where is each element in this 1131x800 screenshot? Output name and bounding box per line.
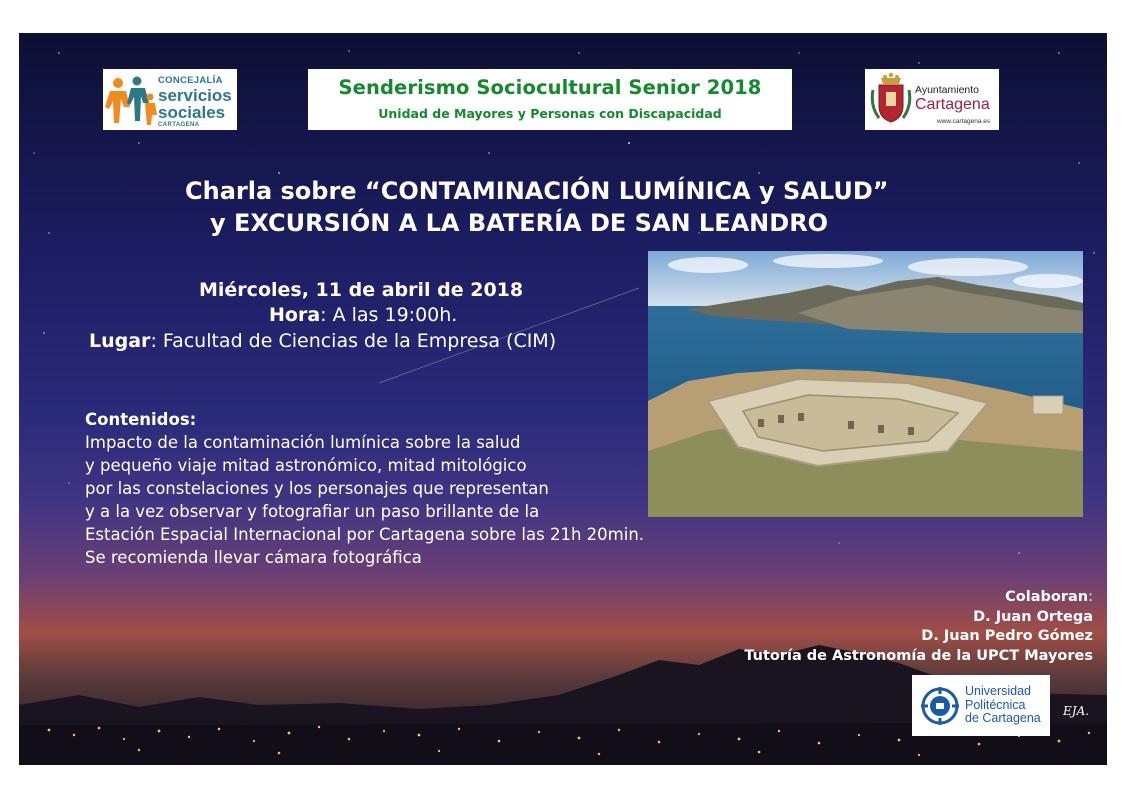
people-figures-icon	[105, 69, 157, 130]
main-heading-line1: Charla sobre “CONTAMINACIÓN LUMÍNICA y SALUD”	[185, 177, 889, 205]
ayuntamiento-cartagena-logo	[865, 69, 999, 130]
upct-logo	[912, 675, 1050, 736]
poster	[19, 33, 1107, 765]
contents-line: y a la vez observar y fotografiar un paso brillante de la	[85, 502, 540, 521]
page-subtitle: Unidad de Mayores y Personas con Discapacidad	[378, 106, 722, 121]
logo-servicios-text: servicios	[158, 85, 232, 105]
collaborators-colon: :	[1088, 589, 1093, 605]
event-time	[269, 304, 457, 326]
logo-cartagena-small-text: CARTAGENA	[158, 121, 200, 128]
event-time-label: Hora	[269, 304, 321, 326]
bateria-san-leandro-photo	[648, 251, 1083, 517]
event-date: Miércoles, 11 de abril de 2018	[199, 279, 524, 301]
collaborators-label: Colaboran	[1005, 589, 1089, 605]
upct-emblem-icon	[920, 686, 960, 726]
coat-of-arms-icon	[869, 72, 913, 128]
logo-cartagena-text: Cartagena	[915, 95, 990, 113]
contents-line: Se recomienda llevar cámara fotográfica	[85, 548, 422, 567]
author-signature: EJA.	[1063, 704, 1090, 718]
contents-line: por las constelaciones y los personajes que representan	[85, 479, 549, 498]
event-time-value: : A las 19:00h.	[320, 304, 458, 326]
upct-line2: Politécnica	[965, 697, 1026, 712]
page-title: Senderismo Sociocultural Senior 2018	[338, 76, 762, 99]
contents-heading: Contenidos:	[85, 410, 197, 429]
main-heading-line2: y EXCURSIÓN A LA BATERÍA DE SAN LEANDRO	[210, 209, 829, 237]
contents-line: Impacto de la contaminación lumínica sobre la salud	[85, 433, 521, 452]
event-place-label: Lugar	[89, 330, 151, 352]
logo-sociales-text: sociales	[158, 102, 226, 122]
servicios-sociales-logo	[103, 69, 237, 130]
collaborators-section	[744, 588, 1093, 666]
collaborator-name: Tutoría de Astronomía de la UPCT Mayores	[744, 647, 1093, 664]
logo-ayuntamiento-text: Ayuntamiento	[915, 84, 980, 96]
logo-concejalia-text: CONCEJALÍA	[158, 75, 223, 86]
logo-website-text: www.cartagena.es	[937, 117, 991, 125]
upct-line1: Universidad	[965, 684, 1032, 698]
contents-line: y pequeño viaje mitad astronómico, mitad mitológico	[85, 456, 527, 475]
collaborator-name: D. Juan Pedro Gómez	[921, 628, 1093, 644]
contents-section	[85, 408, 644, 569]
event-place	[89, 330, 556, 352]
contents-line: Estación Espacial Internacional por Cartagena sobre las 21h 20min.	[85, 525, 645, 544]
collaborator-name: D. Juan Ortega	[973, 608, 1093, 625]
title-box	[308, 69, 792, 130]
upct-line3: de Cartagena	[965, 711, 1041, 725]
event-place-value: : Facultad de Ciencias de la Empresa (CIM)	[150, 330, 557, 352]
collaborators-heading	[744, 588, 1093, 608]
